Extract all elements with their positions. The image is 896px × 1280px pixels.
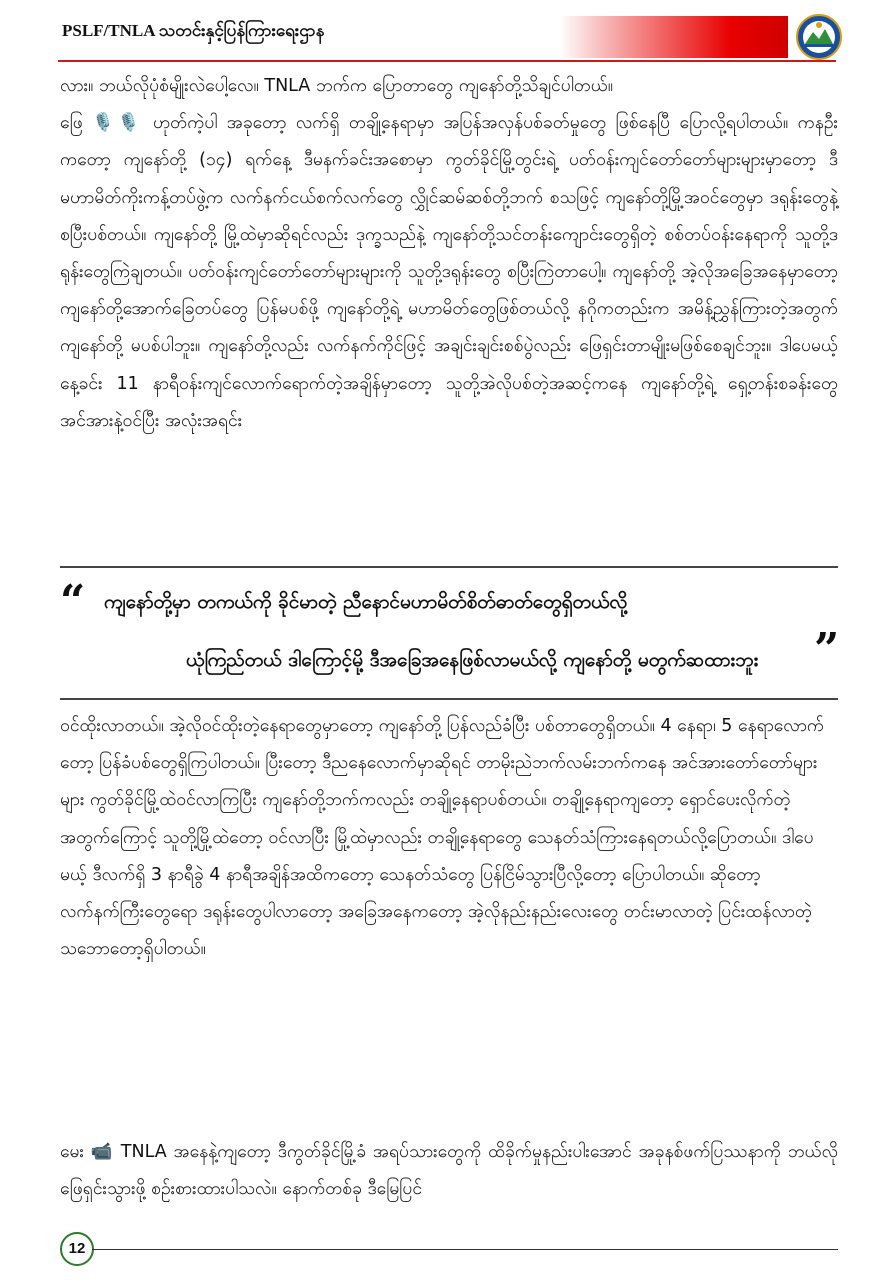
- header-red-bar: [560, 16, 788, 58]
- open-quote-icon: “: [60, 576, 86, 627]
- quote-top-rule: [60, 566, 838, 568]
- pslf-emblem-icon: [796, 14, 842, 60]
- footer-rule: [92, 1249, 838, 1250]
- close-quote-icon: ”: [814, 624, 840, 675]
- header-rule: [58, 60, 836, 62]
- interview-text-section-2: [60, 708, 838, 968]
- paragraph-question-end: လား။ ဘယ်လိုပုံစံမျိုးလဲပေါ့လေ။ TNLA ဘက်က ပြောတာတွေ ကျနော်တို့သိချင်ပါတယ်။: [60, 76, 614, 96]
- paragraph-answer-continued: ဝင်ထိုးလာတယ်။ အဲ့လိုဝင်ထိုးတဲ့နေရာတွေမှာတော့ ကျနော်တို့ ပြန်လည်ခံပြီး ပစ်တာတွေရှိတယ်။ 4 နေရာ၊ 5 နေရာလောက်တော့ ပြန်ခံပစ်တွေရှိကြပါတယ်။ ပြီးတော့ ဒီညနေလောက်မှာဆိုရင် တာမိုးညဲဘက်လမ်းဘက်ကနေ အင်အားတော်တော်များများ ကွတ်ခိုင်မြို့ထဲဝင်လာကြပြီး ကျနော်တို့ဘက်ကလည်း တချို့နေရာပစ်တယ်။ တချို့နေရာကျတော့ ရှောင်ပေးလိုက်တဲ့အတွက်ကြောင့် သူတို့မြို့ထဲတော့ ဝင်လာပြီး မြို့ထဲမှာလည်း တချို့နေရာတွေ သေနတ်သံကြားနေရတယ်လို့ပြောတယ်။ ဒါပေမယ့် ဒီလက်ရှိ 3 နာရီခွဲ 4 နာရီအချိန်အထိကတော့ သေနတ်သံတွေ ပြန်ငြိမ်သွားပြီလို့တော့ ပြောပါတယ်။ ဆိုတော့ လက်နက်ကြီးတွေရော ဒရုန်းတွေပါလာတော့ အခြေအနေကတော့ အဲ့လိုနည်းနည်းလေးတွေ တင်းမာလာတဲ့ ပြင်းထန်လာတဲ့သဘောတော့ရှိပါတယ်။: [60, 716, 825, 960]
- paragraph-next-question: မေး 📹 TNLA အနေနဲ့ကျတော့ ဒီကွတ်ခိုင်မြို့ခံ အရပ်သားတွေကို ထိခိုက်မှုနည်းပါးအောင် အခုနစ်ဖက်ပြဿနာကို ဘယ်လိုဖြေရှင်းသွားဖို့ စဉ်းစားထားပါသလဲ။ နောက်တစ်ခု ဒီမြေပြင်: [60, 1142, 838, 1200]
- interview-text-section-1: [60, 68, 838, 440]
- pull-quote-line-1: ကျနော်တို့မှာ တကယ်ကို ခိုင်မာတဲ့ ညီနောင်မဟာမိတ်စိတ်ဓာတ်တွေရှိတယ်လို့: [104, 591, 628, 613]
- header-title: PSLF/TNLA သတင်းနှင့်ပြန်ကြားရေးဌာန: [62, 21, 325, 40]
- quote-bottom-rule: [60, 698, 838, 700]
- pull-quote-line-2: ယုံကြည်တယ် ဒါကြောင့်မို့ ဒီအခြေအနေဖြစ်လာမယ်လို့ ကျနော်တို့ မတွက်ဆထားဘူး: [186, 649, 759, 671]
- interview-text-section-3: [60, 1134, 838, 1208]
- paragraph-answer: ဖြေ 🎙️🎙️ ဟုတ်ကဲ့ပါ အခုတော့ လက်ရှိ တချို့နေရာမှာ အပြန်အလှန်ပစ်ခတ်မှုတွေ ဖြစ်နေပြီ ပြောလို့ရပါတယ်။ ကနဦးကတော့ ကျနော်တို့ (၁၄) ရက်နေ့ ဒီမနက်ခင်းအစောမှာ ကွတ်ခိုင်မြို့တွင်းရဲ့ ပတ်ဝန်းကျင်တော်တော်များများမှာတော့ ဒီမဟာမိတ်ကိုးကန့်တပ်ဖွဲ့က လက်နက်ငယ်စက်လက်တွေ လွှိုင်ဆမ်ဆစ်တို့ဘက် စသဖြင့် ကျနော်တို့မြို့အဝင်တွေမှာ ဒရုန်းတွေနဲ့ စပြီးပစ်တယ်။ ကျနော်တို့ မြို့ထဲမှာဆိုရင်လည်း ဒုက္ခသည်နဲ့ ကျနော်တို့သင်တန်းကျောင်းတွေရှိတဲ့ စစ်တပ်ဝန်းနေရာကို သူတို့ဒရုန်းတွေကြဲချတယ်။ ပတ်ဝန်းကျင်တော်တော်များများကို သူတို့ဒရုန်းတွေ စပြီးကြဲတာပေါ့။ ကျနော်တို့ အဲ့လိုအခြေအနေမှာတော့ ကျနော်တို့အောက်ခြေတပ်တွေ ပြန်မပစ်ဖို့ ကျနော်တို့ရဲ့ မဟာမိတ်တွေဖြစ်တယ်လို့ နဂိုကတည်းက အမိန့်ညွှန်ကြားတဲ့အတွက် ကျနော်တို့ မပစ်ပါဘူး။ ကျနော်တို့လည်း လက်နက်ကိုင်ဖြင့် အချင်းချင်းစစ်ပွဲလည်း ဖြေရှင်းတာမျိုးမဖြစ်စေချင်ဘူး။ ဒါပေမယ့် နေ့ခင်း 11 နာရီဝန်းကျင်လောက်ရောက်တဲ့အချိန်မှာတော့ သူတို့အဲလိုပစ်တဲ့အဆင့်ကနေ ကျနော်တို့ရဲ့ ရှေ့တန်းစခန်းတွေ အင်အားနဲ့ဝင်ပြီး အလုံးအရင်း: [60, 113, 838, 431]
- page-header: [0, 0, 896, 64]
- page-number: 12: [60, 1232, 94, 1266]
